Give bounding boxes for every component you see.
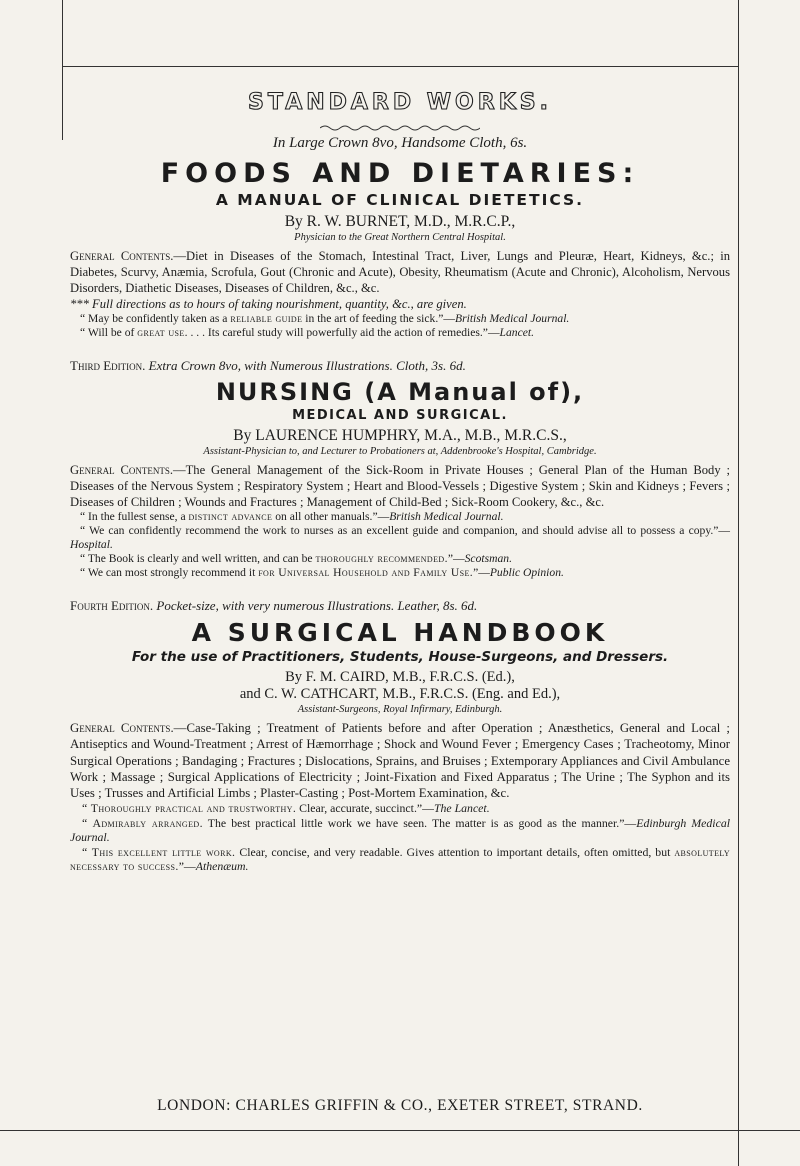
header-ornament [70,119,730,127]
frame-line-top [62,66,738,67]
book2-quote-3: “ The Book is clearly and well written, and can be thoroughly recommended.”—Scotsman. [80,552,512,565]
book1-format: In Large Crown 8vo, Handsome Cloth, 6s. [272,135,528,151]
book2-quote-2: “ We can confidently recommend the work to nurses as an excellent guide and companion, and should advise all to possess a copy.”—Hospital. [70,524,730,551]
book1-title: FOODS AND DIETARIES: [160,158,640,189]
advertisement-page [70,90,730,874]
book3-contents: General Contents.—Case-Taking ; Treatment of Patients before and after Operation ; Anæsthetics, General and Local ; Antiseptics and Wound-Treatment ; Arrest of Hæmorrhage ; Shock and Wound Fever ; Emergency Cases ; Tracheotomy, Minor Surgical Operations ; Bandaging ; Fractures ; Dislocations, Sprains, and Bruises ; Extemporary Appliances and Civil Ambulance Work ; Massage ; Surgical Applications of Electricity ; Joint-Fixation and Fixed Apparatus ; The Urine ; The Syphon and its Uses ; Trusses and Artificial Limbs ; Plaster-Casting ; Post-Mortem Examination, &c. [70,721,730,801]
frame-line-left [62,0,63,140]
book3-affiliation: Assistant-Surgeons, Royal Infirmary, Edinburgh. [297,704,503,715]
book3-author-2: and C. W. CATHCART, M.B., F.R.C.S. (Eng. and Ed.), [239,686,561,702]
book3-quote-2: “ Admirably arranged. The best practical little work we have seen. The matter is as good as the manner.”—Edinburgh Medical Journal. [70,815,730,845]
page-header: STANDARD WORKS. [248,90,552,115]
book1-note: *** Full directions as to hours of taking nourishment, quantity, &c., are given. [70,297,467,311]
book2-edition: Third Edition. Extra Crown 8vo, with Numerous Illustrations. Cloth, 3s. 6d. [70,358,466,373]
book3-quote-3: “ This excellent little work. Clear, concise, and very readable. Gives attention to important details, often omitted, but absolutely necessary to success.”—Athenæum. [70,844,731,874]
frame-line-right [738,0,739,1166]
book3-edition: Fourth Edition. Pocket-size, with very numerous Illustrations. Leather, 8s. 6d. [70,598,478,613]
frame-line-bottom [0,1130,800,1131]
book1-contents: General Contents.—Diet in Diseases of the Stomach, Intestinal Tract, Liver, Lungs and Pleuræ, Heart, Kidneys, &c.; in Diabetes, Scurvy, Anæmia, Scrofula, Gout (Chronic and Acute), Obesity, Rheumatism (Acute and Chronic), Alcoholism, Nervous Disorders, Diathetic Diseases, Diseases of Children, &c., &c. [70,249,730,295]
book-surgical-handbook [70,598,730,874]
book2-affiliation: Assistant-Physician to, and Lecturer to Probationers at, Addenbrooke's Hospital, Cambridge. [203,446,597,457]
book2-author: By LAURENCE HUMPHRY, M.A., M.B., M.R.C.S., [233,427,567,444]
book1-quote-2: “ Will be of great use. . . . Its careful study will powerfully aid the action of remedies.”—Lancet. [80,326,534,339]
book1-subtitle: A MANUAL OF CLINICAL DIETETICS. [215,191,585,209]
book-foods-and-dietaries [70,135,730,340]
book3-author-1: By F. M. CAIRD, M.B., F.R.C.S. (Ed.), [285,669,515,685]
book3-quote-1: “ Thoroughly practical and trustworthy. Clear, accurate, succinct.”—The Lancet. [82,801,490,816]
book2-quote-1: “ In the fullest sense, a distinct advance on all other manuals.”—British Medical Journal. [80,510,504,523]
book2-title: NURSING (A Manual of), [215,378,585,406]
publisher-imprint: LONDON: CHARLES GRIFFIN & CO., EXETER STREET, STRAND. [157,1097,643,1114]
book3-subtitle: For the use of Practitioners, Students, House-Surgeons, and Dressers. [131,649,669,665]
book2-contents: General Contents.—The General Management of the Sick-Room in Private Houses ; General Plan of the Human Body ; Diseases of the Nervous System ; Respiratory System ; Heart and Blood-Vessels ; Digestive System ; Skin and Kidneys ; Fevers ; Diseases of Children ; Wounds and Fractures ; Management of Child-Bed ; Sick-Room Cookery, &c., &c. [70,463,730,509]
book-nursing [70,358,730,580]
book2-subtitle: MEDICAL AND SURGICAL. [292,408,508,423]
book3-title: A SURGICAL HANDBOOK [191,618,609,647]
book1-affiliation: Physician to the Great Northern Central Hospital. [294,232,506,243]
book2-quote-4: “ We can most strongly recommend it for Universal Household and Family Use.”—Public Opinion. [80,566,564,579]
book1-quote-1: “ May be confidently taken as a reliable guide in the art of feeding the sick.”—British Medical Journal. [80,312,570,325]
book1-author: By R. W. BURNET, M.D., M.R.C.P., [284,213,516,230]
